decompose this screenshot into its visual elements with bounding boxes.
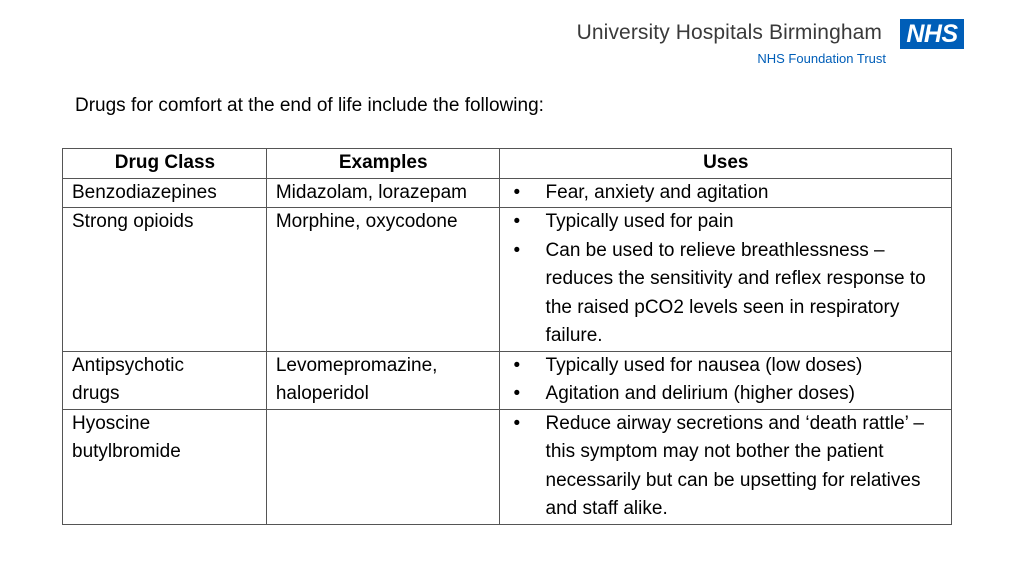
uses-cell xyxy=(499,178,951,208)
nhs-logo: NHS xyxy=(900,19,964,49)
use-text: Typically used for nausea (low doses) xyxy=(545,354,863,376)
list-item xyxy=(509,352,943,381)
table-row xyxy=(63,208,952,352)
drug-class-cell: Strong opioids xyxy=(63,208,267,352)
table-row xyxy=(63,409,952,524)
use-text: Fear, anxiety and agitation xyxy=(545,181,769,203)
uses-cell xyxy=(499,208,951,352)
use-text: Typically used for pain xyxy=(545,211,734,232)
bullet-icon: • xyxy=(513,383,521,404)
examples-cell: Levomepromazine, haloperidol xyxy=(266,351,499,409)
use-text: Agitation and delirium (higher doses) xyxy=(545,383,855,404)
list-item xyxy=(509,410,943,524)
examples-cell: Morphine, oxycodone xyxy=(266,208,499,352)
bullet-icon: • xyxy=(513,239,521,261)
drug-class-cell: Hyoscine butylbromide xyxy=(63,409,267,524)
header-examples: Examples xyxy=(266,149,499,179)
header-uses: Uses xyxy=(499,149,951,179)
bullet-icon: • xyxy=(513,211,521,232)
examples-cell xyxy=(266,409,499,524)
examples-cell: Midazolam, lorazepam xyxy=(266,178,499,208)
uses-cell xyxy=(499,409,951,524)
bullet-icon: • xyxy=(513,412,521,434)
list-item xyxy=(509,380,943,409)
use-text: Reduce airway secretions and ‘death rattle’ – this symptom may not bother the patient necessarily but can be upsetting for relatives and staff alike. xyxy=(545,412,924,519)
bullet-icon: • xyxy=(513,181,521,203)
table-row xyxy=(63,178,952,208)
page-header xyxy=(544,17,964,69)
table-header-row xyxy=(63,149,952,179)
bullet-icon: • xyxy=(513,354,521,376)
list-item xyxy=(509,179,943,208)
list-item xyxy=(509,208,943,237)
list-item xyxy=(509,237,943,351)
intro-text: Drugs for comfort at the end of life include the following: xyxy=(75,95,544,116)
drug-class-cell: Benzodiazepines xyxy=(63,178,267,208)
org-name: University Hospitals Birmingham xyxy=(576,21,882,44)
trust-name: NHS Foundation Trust xyxy=(757,51,886,66)
table-row xyxy=(63,351,952,409)
uses-cell xyxy=(499,351,951,409)
drug-class-cell: Antipsychotic drugs xyxy=(63,351,267,409)
use-text: Can be used to relieve breathlessness – reduces the sensitivity and reflex response to the raised pCO2 levels seen in respiratory failure. xyxy=(545,239,926,346)
drugs-table xyxy=(62,148,952,525)
header-drug-class: Drug Class xyxy=(63,149,267,179)
